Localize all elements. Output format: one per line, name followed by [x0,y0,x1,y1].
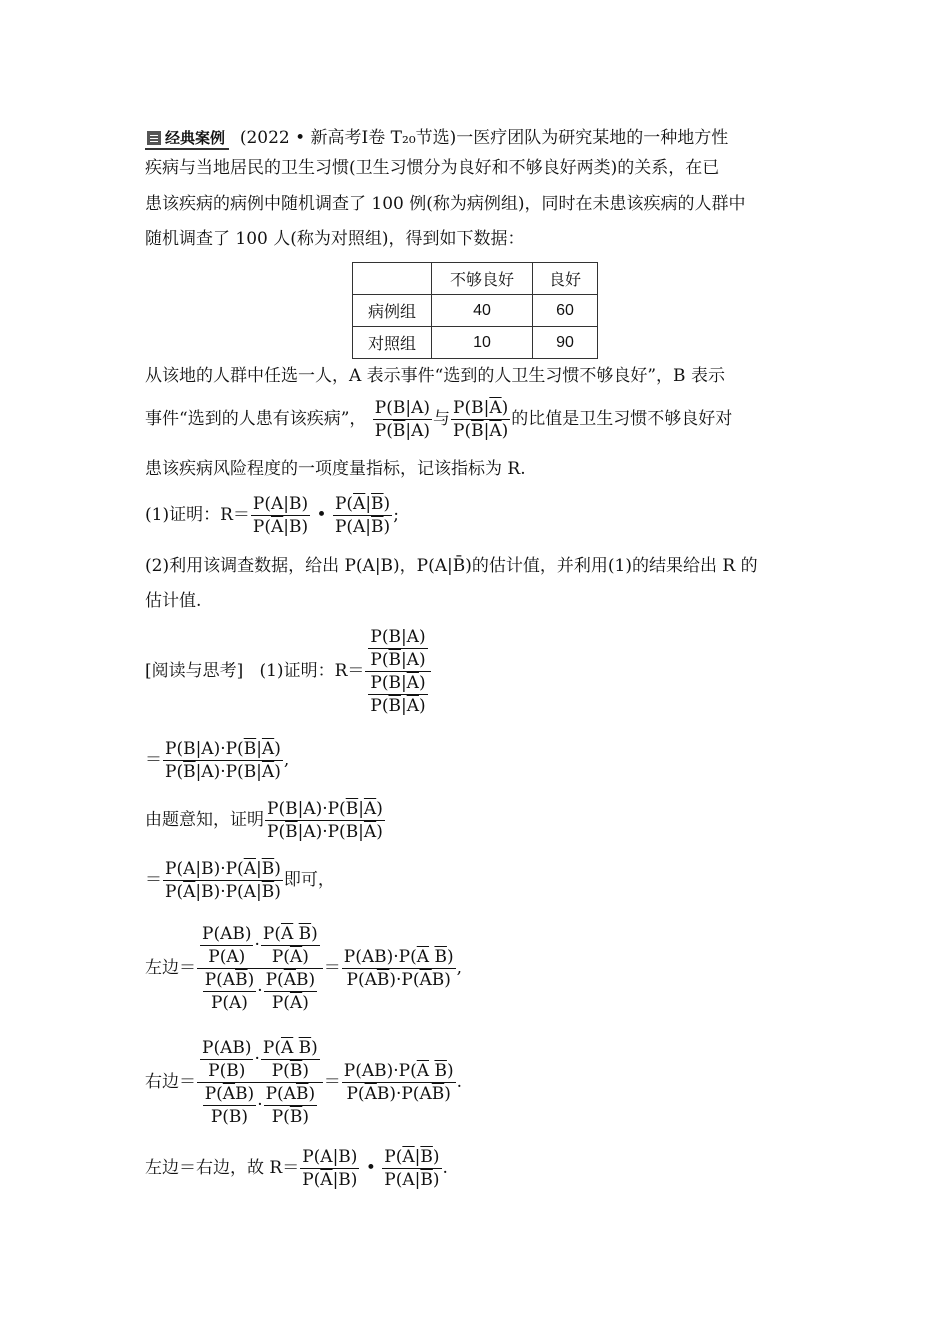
right-label: 右边＝ [145,1072,196,1092]
right-result-fraction: $\frac{P(AB)\cdot P(\overline{A} \overline{B})}{P(\overline{A}B)\cdot P(A\overline{B})}$ [343,1061,454,1104]
intro-line-1 [145,126,728,150]
by-problem-text: 由题意知，证明 [145,810,264,830]
intro-line-4: 随机调查了 100 人(称为对照组)，得到如下数据： [145,229,525,249]
left-result-fraction: $\frac{P(AB)\cdot P(\overline{A} \overline{B})}{P(A\overline{B})\cdot P(\overline{A}B)}$ [343,947,454,990]
solution-label: [阅读与思考] [145,661,244,681]
step-1: ＝ $\frac{P(B|A)\cdot P(\overline{B}|\overline{A})}{P(\overline{B}|A)\cdot P(B|\overline{A})}$ , [145,739,290,782]
q1-label: (1)证明：R＝ [145,505,250,525]
table-header-row [353,263,598,295]
text-line-7: 患该疾病风险程度的一项度量指标，记该指标为 R. [145,459,526,479]
data-table [352,262,598,359]
q1-fraction-2: $\frac{P(\overline{A}|\overline{B})}{P(A|\overline{B})}$ [334,494,391,537]
conclusion-label: 左边＝右边，故 R＝ [145,1158,300,1178]
proof-start: (1)证明：R＝ [259,661,365,681]
intro-line-2: 疾病与当地居民的卫生习惯(卫生习惯分为良好和不够良好两类)的关系，在已 [145,158,720,178]
conclusion-fraction-1: $\frac{P(A|B)}{P(\overline{A}|B)}$ [302,1147,358,1190]
text-line-6 [145,394,732,444]
table-cell: 良好 [533,263,598,295]
step-2 [145,795,386,845]
table-cell: 60 [533,295,598,327]
table-cell [353,263,432,295]
badge-square-icon [147,131,161,145]
right-side: 右边＝ $\frac{P(AB)}{P(B)}$ · $\frac{P(\overline{A} \overline{B})}{P(\overline{B})}$ $\frac{P(\overline{A}B)}{P(B)}$ · $\frac{P(A\overline{B})}{P(\overline{B})}$ ＝ $\frac{P(AB)\cdot P(\overline{A} \overline{B})}{P(\overline{A}B)\cdot P(A\overline{B})}$ . [145,1038,462,1127]
left-label: 左边＝ [145,958,196,978]
intro-line-3: 患该疾病的病例中随机调查了 100 例(称为病例组)，同时在未患该疾病的人群中 [145,194,746,214]
intro-text-1: (2022 • 新高考Ⅰ卷 T₂₀节选)一医疗团队为研究某地的一种地方性 [239,128,729,148]
step-3: ＝ $\frac{P(A|B)\cdot P(\overline{A}|\overline{B})}{P(\overline{A}|B)\cdot P(A|\overline{B})}$ 即可， [145,859,335,902]
text-6a: 事件“选到的人患有该疾病”， [145,409,367,429]
compound-fraction: $\frac{\frac{P(B|A)}{P(\overline{B}|A)}}{\frac{P(B|\overline{A})}{P(\overline{B}|\overline{A})}}$ [365,626,430,717]
text-6c: 的比值是卫生习惯不够良好对 [511,409,733,429]
step-1-fraction: $\frac{P(B|A)\cdot P(\overline{B}|\overline{A})}{P(\overline{B}|A)\cdot P(B|\overline{A})}$ [165,739,281,782]
table-cell: 10 [432,327,533,359]
question-2-line-2: 估计值. [145,591,202,611]
ratio-fraction-1: $\frac{P(B|A)}{P(\overline{B}|A)}$ [374,398,431,441]
table-cell: 90 [533,327,598,359]
question-1: (1)证明：R＝ $\frac{P(A|B)}{P(\overline{A}|B)}$ • $\frac{P(\overline{A}|\overline{B})}{P(A|\overline{B})}$ ; [145,494,399,537]
table-cell: 40 [432,295,533,327]
left-side: 左边＝ $\frac{P(AB)}{P(A)}$ · $\frac{P(\overline{A} \overline{B})}{P(\overline{A})}$ $\frac{P(A\overline{B})}{P(A)}$ · $\frac{P(\overline{A}B)}{P(\overline{A})}$ ＝ $\frac{P(AB)\cdot P(\overline{A} \overline{B})}{P(A\overline{B})\cdot P(\overline{A}B)}$ , [145,924,462,1013]
table-row [353,327,598,359]
enough-text: 即可， [283,870,335,890]
table-cell: 病例组 [353,295,432,327]
conclusion-fraction-2: $\frac{P(\overline{A}|\overline{B})}{P(A|\overline{B})}$ [384,1147,440,1190]
q1-fraction-1: $\frac{P(A|B)}{P(\overline{A}|B)}$ [252,494,309,537]
right-compound-fraction: $\frac{P(AB)}{P(B)}$ · $\frac{P(\overline{A} \overline{B})}{P(\overline{B})}$ $\frac{P(\overline{A}B)}{P(B)}$ · $\frac{P(A\overline{B})}{P(\overline{B})}$ [197,1037,323,1128]
left-compound-fraction: $\frac{P(AB)}{P(A)}$ · $\frac{P(\overline{A} \overline{B})}{P(\overline{A})}$ $\frac{P(A\overline{B})}{P(A)}$ · $\frac{P(\overline{A}B)}{P(\overline{A})}$ [197,923,323,1014]
question-2-line-1: (2)利用该调查数据，给出 P(A|B)，P(A|B̄)的估计值，并利用(1)的结果给出 R 的 [145,556,758,576]
ratio-fraction-2: $\frac{P(B|\overline{A})}{P(\overline{B}|\overline{A})}$ [453,398,509,441]
classic-case-badge: 经典案例 [145,128,229,150]
text-6b: 与 [433,409,451,429]
conclusion: 左边＝右边，故 R＝ $\frac{P(A|B)}{P(\overline{A}|B)}$ • $\frac{P(\overline{A}|\overline{B})}{P(A|\overline{B})}$ . [145,1147,448,1190]
step-2-fraction: $\frac{P(B|A)\cdot P(\overline{B}|\overline{A})}{P(\overline{B}|A)\cdot P(B|\overline{A})}$ [267,799,383,842]
text-line-5: 从该地的人群中任选一人，A 表示事件“选到的人卫生习惯不够良好”，B 表示 [145,366,725,386]
table-cell: 不够良好 [432,263,533,295]
table-row [353,295,598,327]
solution-start [145,623,432,719]
table-cell: 对照组 [353,327,432,359]
step-3-fraction: $\frac{P(A|B)\cdot P(\overline{A}|\overline{B})}{P(\overline{A}|B)\cdot P(A|\overline{B})}$ [165,859,281,902]
